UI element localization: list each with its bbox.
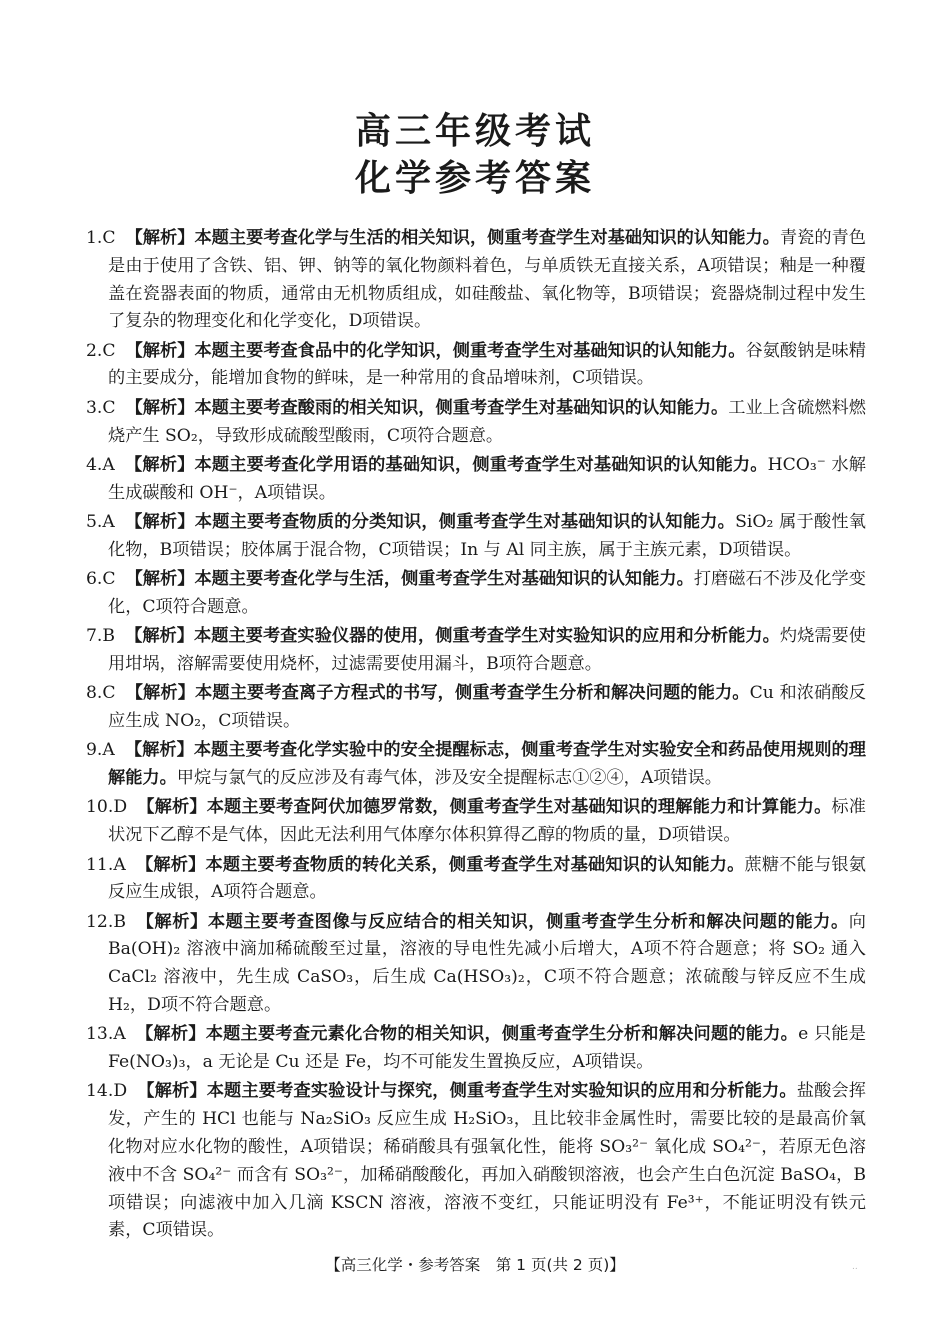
answer-item-5: 5.A 【解析】本题主要考查物质的分类知识，侧重考查学生对基础知识的认知能力。SiO₂ 属于酸性氧化物，B项错误；胶体属于混合物，C项错误；In 与 Al 同主族，属于主族元素，D项错误。 bbox=[86, 511, 866, 560]
title-line-2: 化学参考答案 bbox=[354, 158, 595, 199]
answer-item-13: 13.A 【解析】本题主要考查元素化合物的相关知识，侧重考查学生分析和解决问题的能力。e 只能是 Fe(NO₃)₃，a 无论是 Cu 还是 Fe，均不可能发生置换反应，A项错误。 bbox=[86, 1024, 866, 1073]
answer-item-11: 11.A 【解析】本题主要考查物质的转化关系，侧重考查学生对基础知识的认知能力。蔗糖不能与银氨反应生成银，A项符合题意。 bbox=[86, 854, 866, 903]
answer-item-7: 7.B 【解析】本题主要考查实验仪器的使用，侧重考查学生对实验知识的应用和分析能力。灼烧需要使用坩埚，溶解需要使用烧杯，过滤需要使用漏斗，B项符合题意。 bbox=[86, 626, 866, 674]
answer-item-8: 8.C 【解析】本题主要考查离子方程式的书写，侧重考查学生分析和解决问题的能力。Cu 和浓硝酸反应生成 NO₂，C项错误。 bbox=[86, 683, 866, 732]
answer-item-14: 14.D 【解析】本题主要考查实验设计与探究，侧重考查学生对实验知识的应用和分析能力。盐酸会挥发，产生的 HCl 也能与 Na₂SiO₃ 反应生成 H₂SiO₃，且比较非金属性时，需要比较的是最高价氧化物对应水化物的酸性，A项错误；稀硝酸具有强氧化性，能将 SO₃²⁻ 氧化成 SO₄²⁻，若原无色溶液中不含 SO₄²⁻ 而含有 SO₃²⁻，加稀硝酸酸化，再加入硝酸钡溶液，也会产生白色沉淀 BaSO₄，B项错误；向滤液中加入几滴 KSCN 溶液，溶液不变红，只能证明没有 Fe³⁺，不能证明没有铁元素，C项错误。 bbox=[86, 1081, 866, 1241]
corner-mark: .. bbox=[852, 1262, 858, 1272]
answer-item-1: 1.C 【解析】本题主要考查化学与生活的相关知识，侧重考查学生对基础知识的认知能力。青瓷的青色是由于使用了含铁、铝、钾、钠等的氧化物颜料着色，与单质铁无直接关系，A项错误；釉是一种覆盖在瓷器表面的物质，通常由无机物质组成，如硅酸盐、氧化物等，B项错误；瓷器烧制过程中发生了复杂的物理变化和化学变化，D项错误。 bbox=[86, 228, 866, 332]
page-footer: 【高三化学・参考答案 第 1 页(共 2 页)】 bbox=[325, 1256, 625, 1274]
answer-item-2: 2.C 【解析】本题主要考查食品中的化学知识，侧重考查学生对基础知识的认知能力。谷氨酸钠是味精的主要成分，能增加食物的鲜味，是一种常用的食品增味剂，C项错误。 bbox=[86, 340, 866, 389]
answer-list bbox=[86, 225, 866, 1247]
answer-item-10: 10.D 【解析】本题主要考查阿伏加德罗常数，侧重考查学生对基础知识的理解能力和计算能力。标准状况下乙醇不是气体，因此无法利用气体摩尔体积算得乙醇的物质的量，D项错误。 bbox=[86, 797, 866, 846]
answer-item-9: 9.A 【解析】本题主要考查化学实验中的安全提醒标志，侧重考查学生对实验安全和药品使用规则的理解能力。甲烷与氯气的反应涉及有毒气体，涉及安全提醒标志①②④，A项错误。 bbox=[86, 740, 866, 789]
answer-item-4: 4.A 【解析】本题主要考查化学用语的基础知识，侧重考查学生对基础知识的认知能力。HCO₃⁻ 水解生成碳酸和 OH⁻，A项错误。 bbox=[86, 454, 866, 503]
answer-item-12: 12.B 【解析】本题主要考查图像与反应结合的相关知识，侧重考查学生分析和解决问题的能力。向 Ba(OH)₂ 溶液中滴加稀硫酸至过量，溶液的导电性先减小后增大，A项不符合题意；将 SO₂ 通入 CaCl₂ 溶液中，先生成 CaSO₃，后生成 Ca(HSO₃)₂，C项不符合题意；浓硫酸与锌反应不生成 H₂，D项不符合题意。 bbox=[86, 911, 866, 1016]
answer-item-6: 6.C 【解析】本题主要考查化学与生活，侧重考查学生对基础知识的认知能力。打磨磁石不涉及化学变化，C项符合题意。 bbox=[86, 569, 866, 617]
answer-item-3: 3.C 【解析】本题主要考查酸雨的相关知识，侧重考查学生对基础知识的认知能力。工业上含硫燃料燃烧产生 SO₂，导致形成硫酸型酸雨，C项符合题意。 bbox=[86, 397, 866, 446]
title-line-1: 高三年级考试 bbox=[354, 111, 595, 152]
